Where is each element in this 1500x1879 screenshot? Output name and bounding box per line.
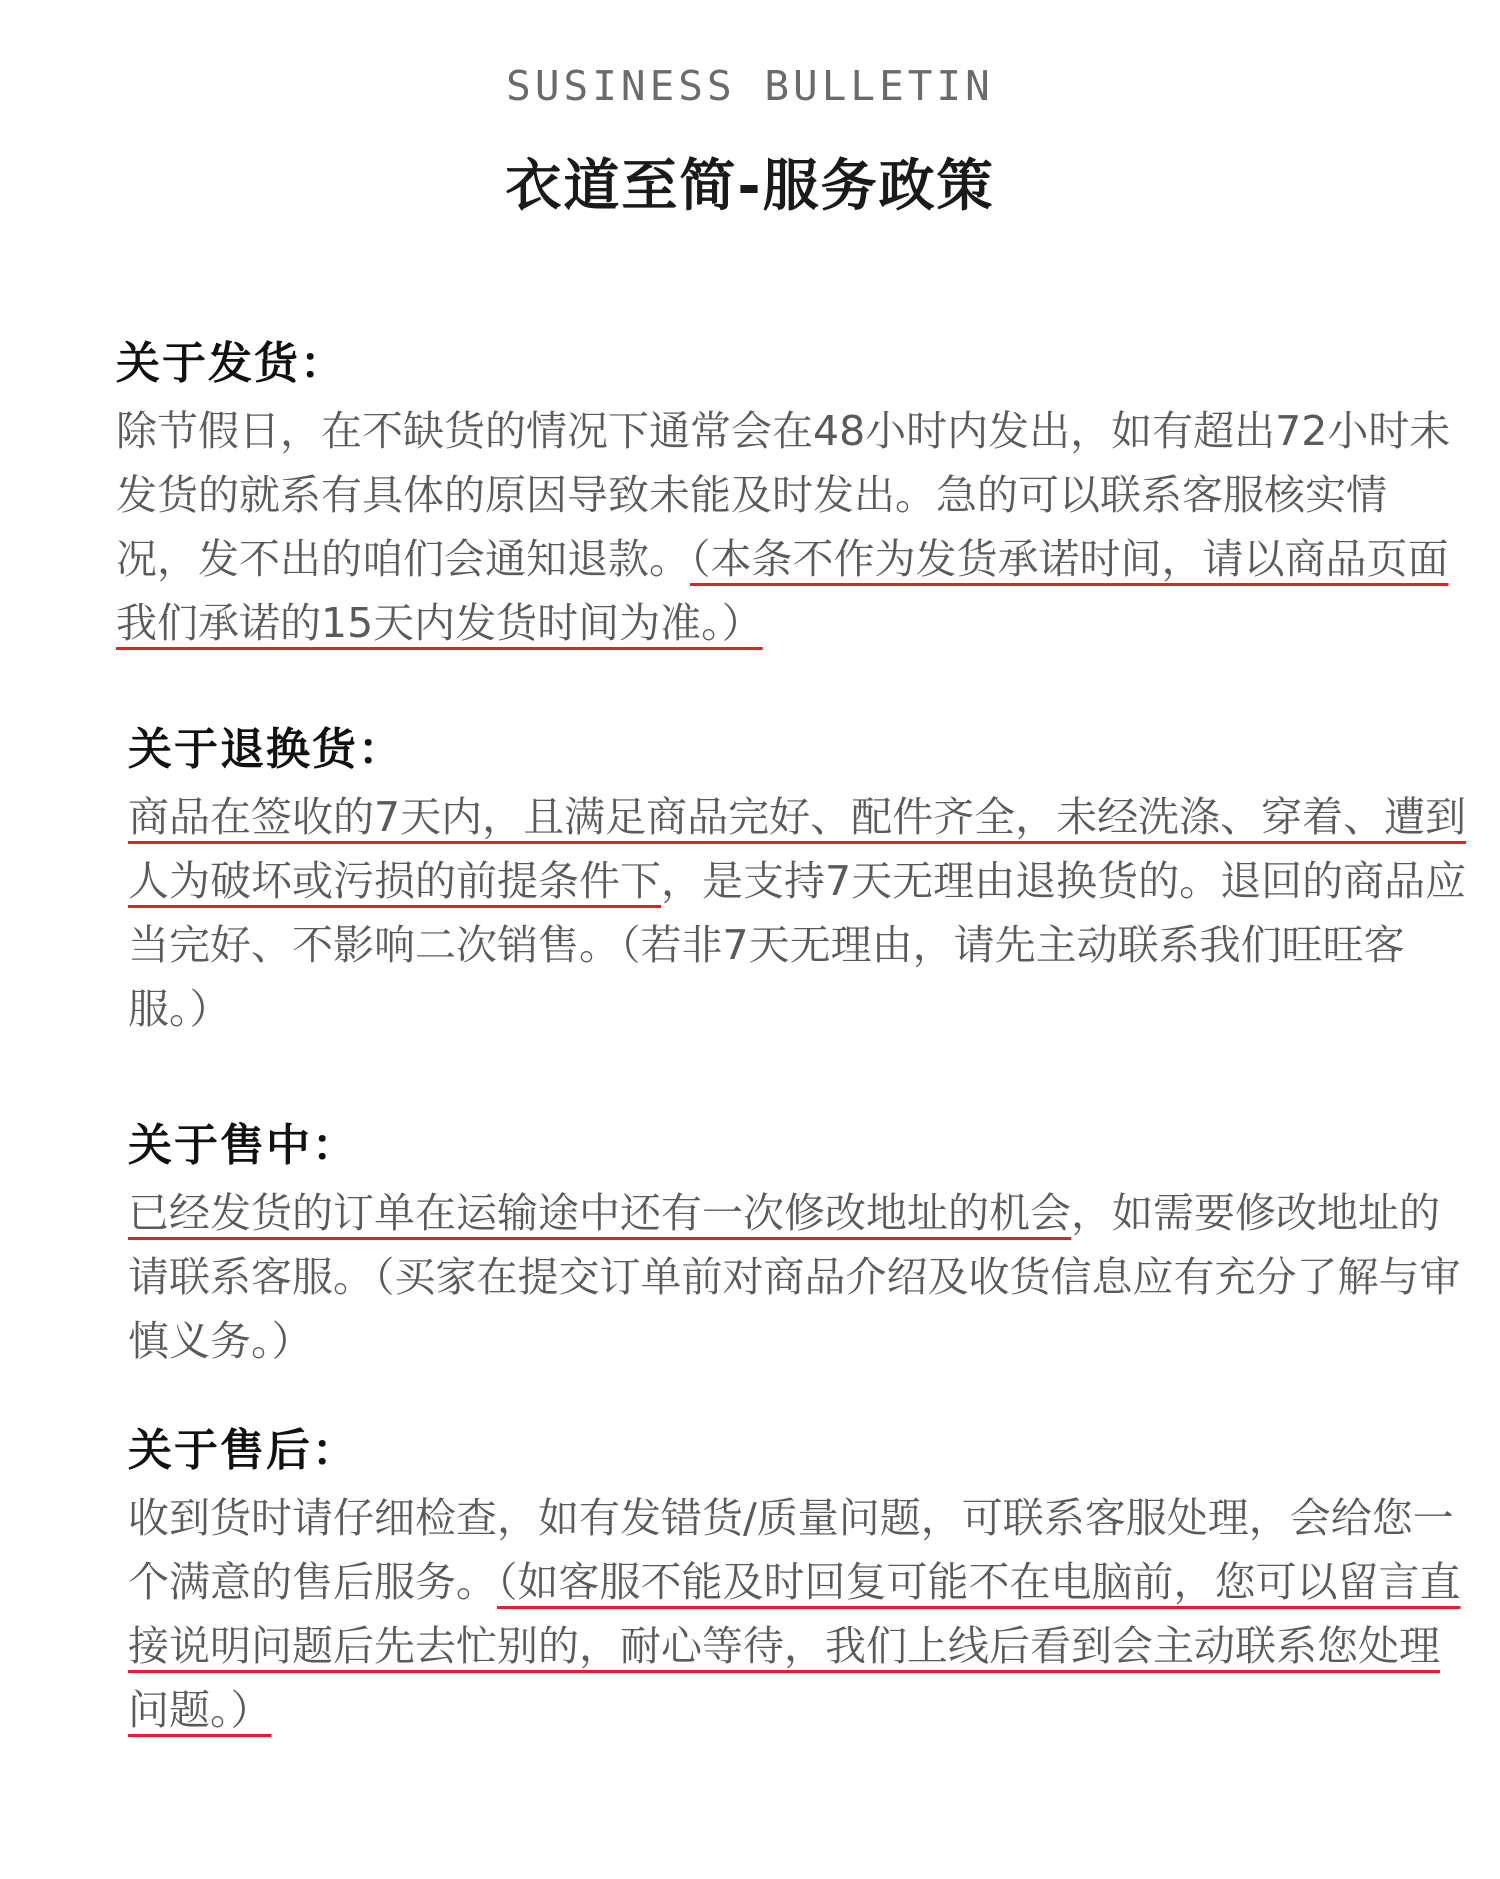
section-body-in-sale	[128, 1181, 1473, 1373]
section-returns	[128, 724, 1473, 1041]
section-body-after-sale	[128, 1486, 1473, 1742]
returns-underlined-conditions: 商品在签收的7天内，且满足商品完好、配件齐全，未经洗涤、穿着、遭到人为破坏或污损的前提条件下	[128, 792, 1467, 905]
section-body-returns	[128, 785, 1473, 1041]
bulletin-kicker: SUSINESS BULLETIN	[506, 62, 994, 110]
in-sale-underlined-note: 已经发货的订单在运输途中还有一次修改地址的机会	[128, 1188, 1071, 1237]
section-shipping	[116, 338, 1461, 655]
section-heading-returns: 关于退换货：	[128, 724, 404, 775]
after-sale-underlined-note: （如客服不能及时回复可能不在电脑前，您可以留言直接说明问题后先去忙别的，耐心等待，我们上线后看到会主动联系您处理问题。）	[128, 1557, 1461, 1734]
in-sale-text: ，如需要修改地址的请联系客服。（买家在提交订单前对商品介绍及收货信息应有充分了解与审慎义务。）	[128, 1188, 1461, 1365]
section-in-sale	[128, 1120, 1473, 1373]
returns-text: ，是支持7天无理由退换货的。退回的商品应当完好、不影响二次销售。（若非7天无理由，请先主动联系我们旺旺客服。）	[128, 856, 1467, 1033]
shipping-text: 除节假日，在不缺货的情况下通常会在48小时内发出，如有超出72小时未发货的就系有具体的原因导致未能及时发出。急的可以联系客服核实情况，发不出的咱们会通知退款。	[116, 406, 1451, 583]
section-heading-after-sale: 关于售后：	[128, 1425, 358, 1476]
section-body-shipping	[116, 399, 1461, 655]
after-sale-text: 收到货时请仔细检查，如有发错货/质量问题，可联系客服处理，会给您一个满意的售后服务。	[128, 1493, 1454, 1606]
section-heading-shipping: 关于发货：	[116, 338, 346, 389]
section-after-sale	[128, 1425, 1473, 1742]
section-heading-in-sale: 关于售中：	[128, 1120, 358, 1171]
page-title: 衣道至简-服务政策	[505, 154, 995, 219]
shipping-underlined-note: （本条不作为发货承诺时间，请以商品页面我们承诺的15天内发货时间为准。）	[116, 534, 1449, 647]
